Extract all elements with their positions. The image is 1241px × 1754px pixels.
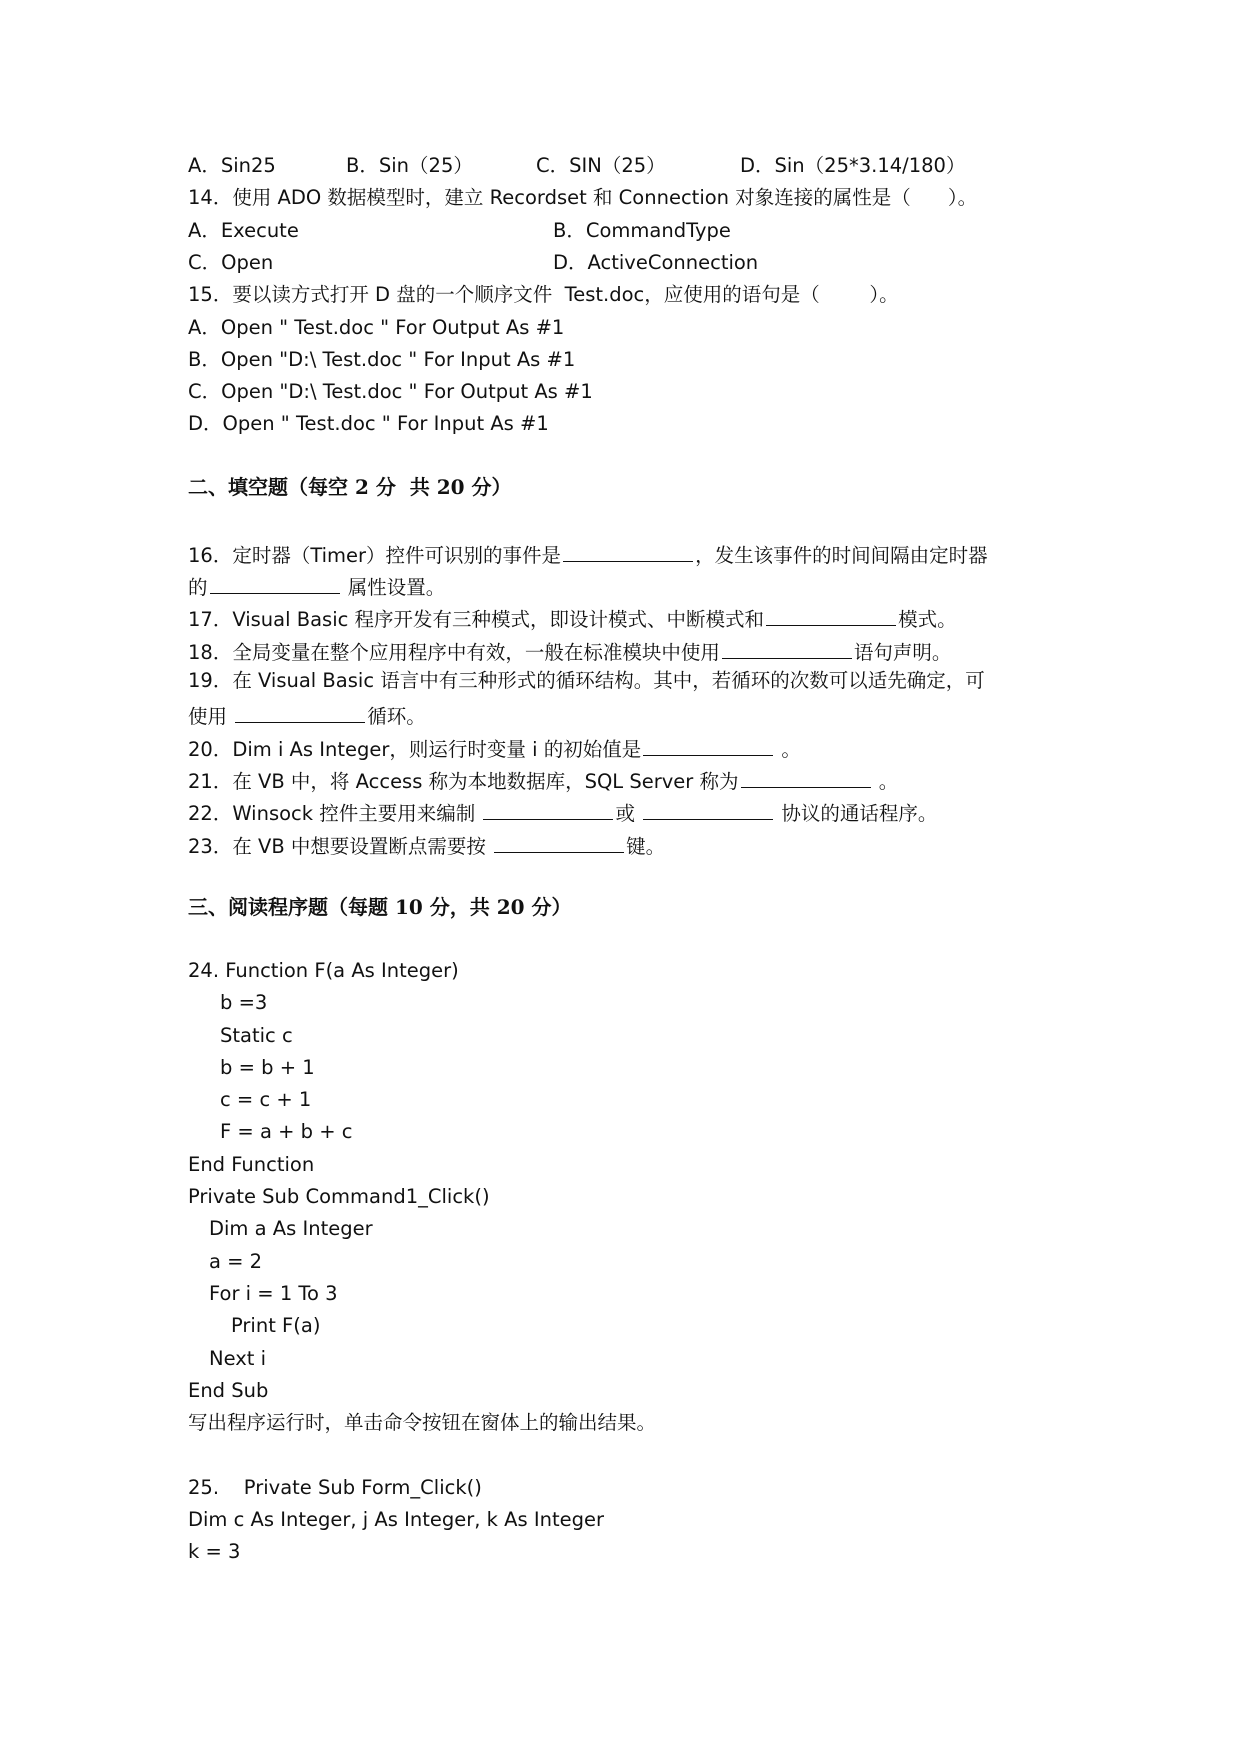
- q13-option-c: C．SIN（25）: [536, 154, 666, 177]
- q15-option-a: A．Open " Test.doc " For Output As #1: [188, 316, 565, 339]
- q13-option-b: B．Sin（25）: [346, 154, 473, 177]
- q16-blank-2[interactable]: [210, 571, 340, 594]
- q22-blank-2[interactable]: [643, 797, 773, 820]
- q20-blank[interactable]: [643, 733, 773, 756]
- q22: 22．Winsock 控件主要用来编制 或 协议的通话程序。: [188, 797, 937, 827]
- code-line: k = 3: [188, 1540, 241, 1563]
- q17-blank[interactable]: [766, 603, 896, 626]
- code-line: End Sub: [188, 1379, 269, 1402]
- code-line: c = c + 1: [220, 1088, 312, 1111]
- code-line: b = b + 1: [220, 1056, 315, 1079]
- q22-blank-1[interactable]: [483, 797, 613, 820]
- code-line: b =3: [220, 991, 268, 1014]
- q15-option-d: D．Open " Test.doc " For Input As #1: [188, 412, 549, 435]
- q14-option-a: A．Execute: [188, 219, 299, 242]
- q23-blank[interactable]: [494, 830, 624, 853]
- q19-line-2: 使用 循环。: [188, 700, 426, 730]
- q14-option-c: C．Open: [188, 251, 274, 274]
- code-line: For i = 1 To 3: [209, 1282, 338, 1305]
- q19-blank[interactable]: [235, 700, 365, 723]
- code-line: F = a + b + c: [220, 1120, 353, 1143]
- q16-line-1: 16．定时器（Timer）控件可识别的事件是 ，发生该事件的时间间隔由定时器: [188, 539, 988, 569]
- code-line: Private Sub Command1_Click(): [188, 1185, 490, 1208]
- code-line: 24. Function F(a As Integer): [188, 959, 459, 982]
- q14-stem: 14．使用 ADO 数据模型时，建立 Recordset 和 Connection 对象连接的属性是（ ）。: [188, 186, 978, 209]
- q15-option-b: B．Open "D:\ Test.doc " For Input As #1: [188, 348, 576, 371]
- code-line: Dim a As Integer: [209, 1217, 373, 1240]
- q13-option-d: D．Sin（25*3.14/180）: [740, 154, 966, 177]
- q17: 17．Visual Basic 程序开发有三种模式，即设计模式、中断模式和 模式。: [188, 603, 957, 633]
- section-3-title: 三、阅读程序题（每题 10 分，共 20 分）: [188, 895, 572, 919]
- q16-line-2: 的 属性设置。: [188, 571, 445, 601]
- code-line: Static c: [220, 1024, 293, 1047]
- q21-blank[interactable]: [741, 765, 871, 788]
- code-line: Print F(a): [231, 1314, 321, 1337]
- q15-option-c: C．Open "D:\ Test.doc " For Output As #1: [188, 380, 593, 403]
- q13-option-a: A．Sin25: [188, 154, 276, 177]
- code-line: a = 2: [209, 1250, 263, 1273]
- q15-stem: 15．要以读方式打开 D 盘的一个顺序文件 Test.doc，应使用的语句是（ ）。: [188, 283, 899, 306]
- q18: 18．全局变量在整个应用程序中有效，一般在标准模块中使用 语句声明。: [188, 636, 951, 666]
- q20: 20．Dim i As Integer，则运行时变量 i 的初始值是 。: [188, 733, 801, 763]
- q21: 21．在 VB 中，将 Access 称为本地数据库，SQL Server 称为 。: [188, 765, 898, 795]
- q18-blank[interactable]: [722, 636, 852, 659]
- code-line: End Function: [188, 1153, 315, 1176]
- section-2-title: 二、填空题（每空 2 分 共 20 分）: [188, 475, 512, 499]
- code-line: Dim c As Integer, j As Integer, k As Integer: [188, 1508, 604, 1531]
- q16-blank-1[interactable]: [563, 539, 693, 562]
- q23: 23．在 VB 中想要设置断点需要按 键。: [188, 830, 665, 860]
- q14-option-d: D．ActiveConnection: [553, 251, 759, 274]
- code-line: 25. Private Sub Form_Click(): [188, 1476, 482, 1499]
- q24-prompt: 写出程序运行时，单击命令按钮在窗体上的输出结果。: [188, 1411, 657, 1434]
- q19-line-1: 19．在 Visual Basic 语言中有三种形式的循环结构。其中，若循环的次数可以适先确定，可: [188, 669, 985, 692]
- q14-option-b: B．CommandType: [553, 219, 731, 242]
- code-line: Next i: [209, 1347, 267, 1370]
